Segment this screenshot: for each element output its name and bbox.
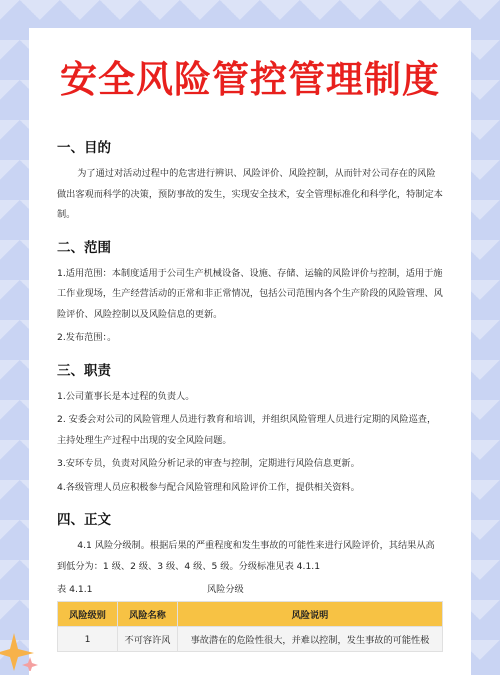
section-paragraph: 1.公司董事长是本过程的负责人。 [57, 390, 195, 402]
column-header: 风险级别 [58, 602, 118, 627]
section-heading: 三、职责 [57, 362, 111, 379]
table-header-row [58, 602, 443, 627]
section-paragraph: 为了通过对活动过程中的危害进行辨识、风险评价、风险控制，从而针对公司存在的风险做出客观而科学的决策，预防事故的发生，实现安全技术，安全管理标准化和科学化，特制定本制。 [57, 168, 443, 220]
table-number: 表 4.1.1 [57, 584, 93, 595]
risk-level-table [57, 601, 443, 652]
section-body [57, 510, 443, 577]
section-heading: 四、正文 [57, 512, 111, 528]
column-header: 风险说明 [178, 602, 443, 627]
section-responsibilities [57, 361, 443, 499]
section-paragraph: 4.各级管理人员应积极参与配合风险管理和风险评价工作，提供相关资料。 [57, 481, 360, 493]
table-cell: 1 [58, 627, 118, 652]
section-heading: 一、目的 [57, 140, 111, 156]
table-cell: 不可容许风 [118, 627, 178, 652]
star-decoration-icon [0, 627, 44, 671]
table-caption [57, 581, 443, 599]
section-scope [57, 238, 443, 349]
section-paragraph: 3.安环专员，负责对风险分析记录的审查与控制，定期进行风险信息更新。 [57, 458, 360, 469]
document-page [29, 28, 471, 675]
section-paragraph: 2. 安委会对公司的风险管理人员进行教育和培训，并组织风险管理人员进行定期的风险巡查，主持处理生产过程中出现的安全风险问题。 [57, 414, 437, 446]
section-paragraph: 1.适用范围：本制度适用于公司生产机械设备、设施、存储、运输的风险评价与控制，适用于施工作业现场，生产经营活动的正常和非正常情况，包括公司范围内各个生产阶段的风险管理、风险评价、风险控制以及风险信息的更新。 [57, 267, 443, 320]
table-title: 风险分级 [207, 584, 244, 595]
table-cell: 事故潜在的危险性很大，并难以控制，发生事故的可能性极 [178, 627, 443, 652]
section-heading: 二、范围 [57, 239, 111, 256]
section-paragraph: 2.发布范围：。 [57, 332, 117, 343]
section-purpose [57, 138, 443, 226]
column-header: 风险名称 [118, 602, 178, 627]
table-row [58, 627, 443, 652]
document-title: 安全风险管控管理制度 [60, 58, 440, 101]
section-paragraph: 4.1 风险分级制。根据后果的严重程度和发生事故的可能性来进行风险评价，其结果从高到低分为：1 级、2 级、3 级、4 级、5 级。分级标准见表 4.1.1 [57, 540, 435, 572]
